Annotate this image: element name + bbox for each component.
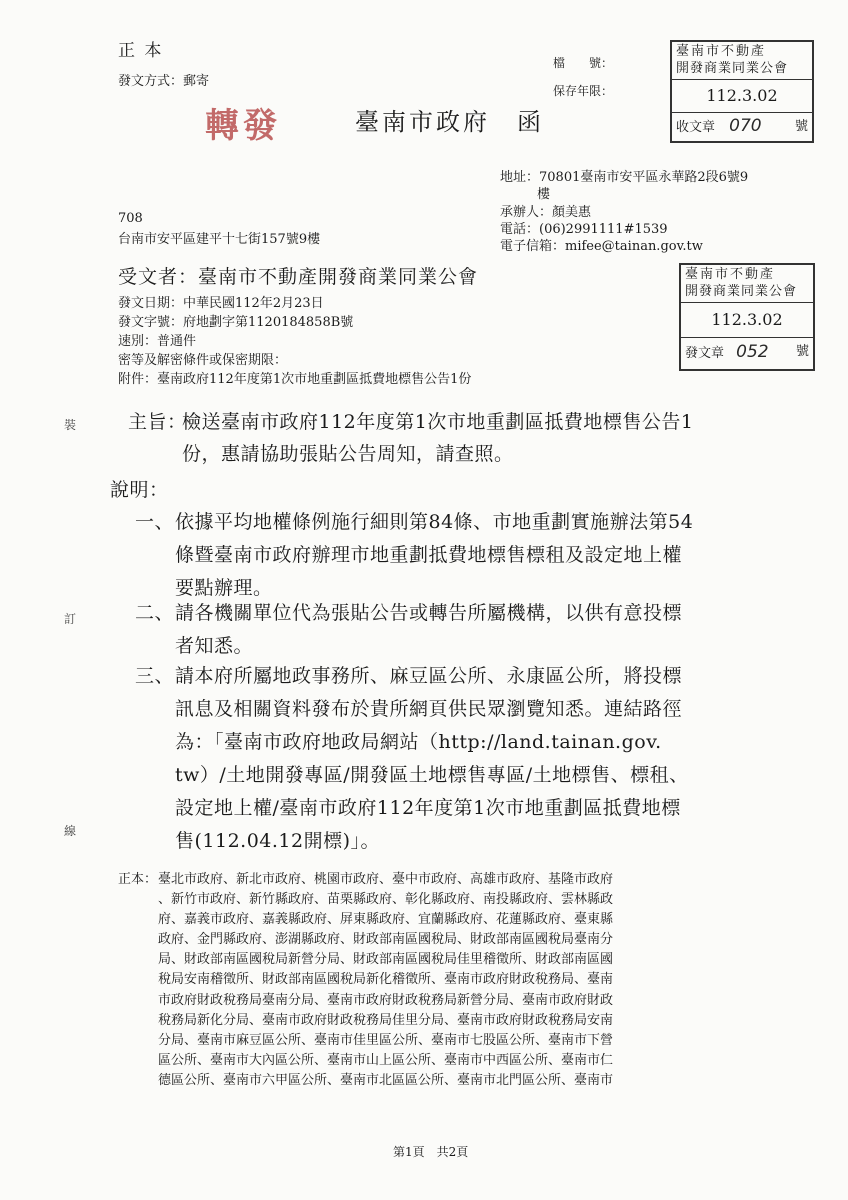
item-1-line-3: 要點辦理。 [175,577,273,599]
recipient-address: 台南市安平區建平十七街157號9樓 [118,232,321,247]
stamp-send-suffix: 號 [795,344,809,359]
cc-line: 分局、臺南市麻豆區公所、臺南市佳里區公所、臺南市七股區公所、臺南市下營 [158,1033,614,1048]
sender-address-cont: 樓 [537,187,551,202]
margin-mark-line: 線 [64,824,77,838]
margin-mark-bind: 裝 [64,418,77,432]
subject-line-2: 份，惠請協助張貼公告周知，請查照。 [182,443,514,465]
stamp-org-line1: 臺南市不動產 [685,267,776,282]
stamp-recv-suffix: 號 [794,119,808,134]
recipient-zip: 708 [118,211,143,226]
sender-contact: 承辦人：顏美惠 [500,205,592,220]
item-1-number: 一、 [135,511,175,533]
item-3-line-5: 設定地上權/臺南市政府112年度第1次市地重劃區抵費地標 [175,797,681,819]
sender-email: 電子信箱：mifee@tainan.gov.tw [500,239,703,254]
item-2-line-1: 請各機關單位代為張貼公告或轉告所屬機構，以供有意投標 [175,602,683,624]
item-1-line-1: 依據平均地權條例施行細則第84條、市地重劃實施辦法第54 [175,511,694,533]
stamp-recv-number: 070 [729,116,762,136]
cc-line: 臺北市政府、新北市政府、桃園市政府、臺中市政府、高雄市政府、基隆市政府 [158,872,614,887]
margin-mark-staple: 訂 [64,612,77,626]
cc-line: 、新竹市政府、新竹縣政府、苗栗縣政府、彰化縣政府、南投縣政府、雲林縣政 [158,892,614,907]
attachment: 附件：臺南政府112年度第1次市地重劃區抵費地標售公告1份 [118,372,472,387]
stamp-send-label: 發文章 [685,346,725,361]
cc-line: 府、嘉義市政府、嘉義縣政府、屏東縣政府、宜蘭縣政府、花蓮縣政府、臺東縣 [158,912,614,927]
subject-label: 主旨： [128,411,187,433]
retention-label: 保存年限： [553,84,614,98]
cc-line: 局、財政部南區國稅局新營分局、財政部南區國稅局佳里稽徵所、財政部南區國 [158,952,614,967]
stamp-org-line1: 臺南市不動產 [676,44,767,59]
stamp-org-line2: 開發商業同業公會 [685,284,798,299]
forward-stamp: 轉發 [205,106,281,146]
file-no-label: 檔 號： [553,56,614,70]
explanation-label: 說明： [110,479,169,501]
document-title: 臺南市政府 函 [355,108,544,136]
secrecy-level: 密等及解密條件或保密期限： [118,353,288,368]
stamp-org-line2: 開發商業同業公會 [676,61,789,76]
cc-line: 德區公所、臺南市六甲區公所、臺南市北區區公所、臺南市北門區公所、臺南市 [158,1073,614,1088]
page-number: 第1頁 共2頁 [393,1145,469,1159]
subject-line-1: 檢送臺南市政府112年度第1次市地重劃區抵費地標售公告1 [182,411,694,433]
item-3-line-1: 請本府所屬地政事務所、麻豆區公所、永康區公所，將投標 [175,665,683,687]
item-3-line-3: 為：「臺南市政府地政局網站（http://land.tainan.gov. [175,731,662,753]
stamp-recv-label: 收文章 [676,120,716,135]
stamp-send-number: 052 [736,342,769,362]
receipt-stamp [670,40,814,143]
item-3-number: 三、 [135,665,175,687]
cc-line: 稅局安南稽徵所、財政部南區國稅局新化稽徵所、臺南市政府財政稅務局、臺南 [158,972,614,987]
speed-class: 速別：普通件 [118,334,197,349]
sender-address: 地址：70801臺南市安平區永華路2段6號9 [500,170,749,185]
stamp-date: 112.3.02 [681,303,813,338]
copy-label: 正 本 [118,41,164,61]
cc-line: 市政府財政稅務局臺南分局、臺南市政府財政稅務局新營分局、臺南市政府財政 [158,993,614,1008]
dispatch-stamp [679,263,815,371]
item-3-line-6: 售(112.04.12開標)」。 [175,830,381,852]
send-method: 發文方式：郵寄 [118,74,210,89]
cc-line: 政府、金門縣政府、澎湖縣政府、財政部南區國稅局、財政部南區國稅局臺南分 [158,932,614,947]
item-2-number: 二、 [135,602,175,624]
cc-label: 正本： [118,872,158,887]
issue-date: 發文日期：中華民國112年2月23日 [118,296,324,311]
document-number: 發文字號：府地劃字第1120184858B號 [118,315,354,330]
stamp-date: 112.3.02 [672,80,812,113]
sender-phone: 電話：(06)2991111#1539 [500,222,668,237]
item-2-line-2: 者知悉。 [175,635,254,657]
item-3-line-2: 訊息及相關資料發布於貴所網頁供民眾瀏覽知悉。連結路徑 [175,698,683,720]
recipient: 受文者：臺南市不動產開發商業同業公會 [118,266,479,288]
cc-line: 區公所、臺南市大內區公所、臺南市山上區公所、臺南市中西區公所、臺南市仁 [158,1053,614,1068]
cc-line: 稅務局新化分局、臺南市政府財政稅務局佳里分局、臺南市政府財政稅務局安南 [158,1013,614,1028]
item-3-line-4: tw）/土地開發專區/開發區土地標售專區/土地標售、標租、 [175,764,689,786]
item-1-line-2: 條暨臺南市政府辦理市地重劃抵費地標售標租及設定地上權 [175,544,683,566]
